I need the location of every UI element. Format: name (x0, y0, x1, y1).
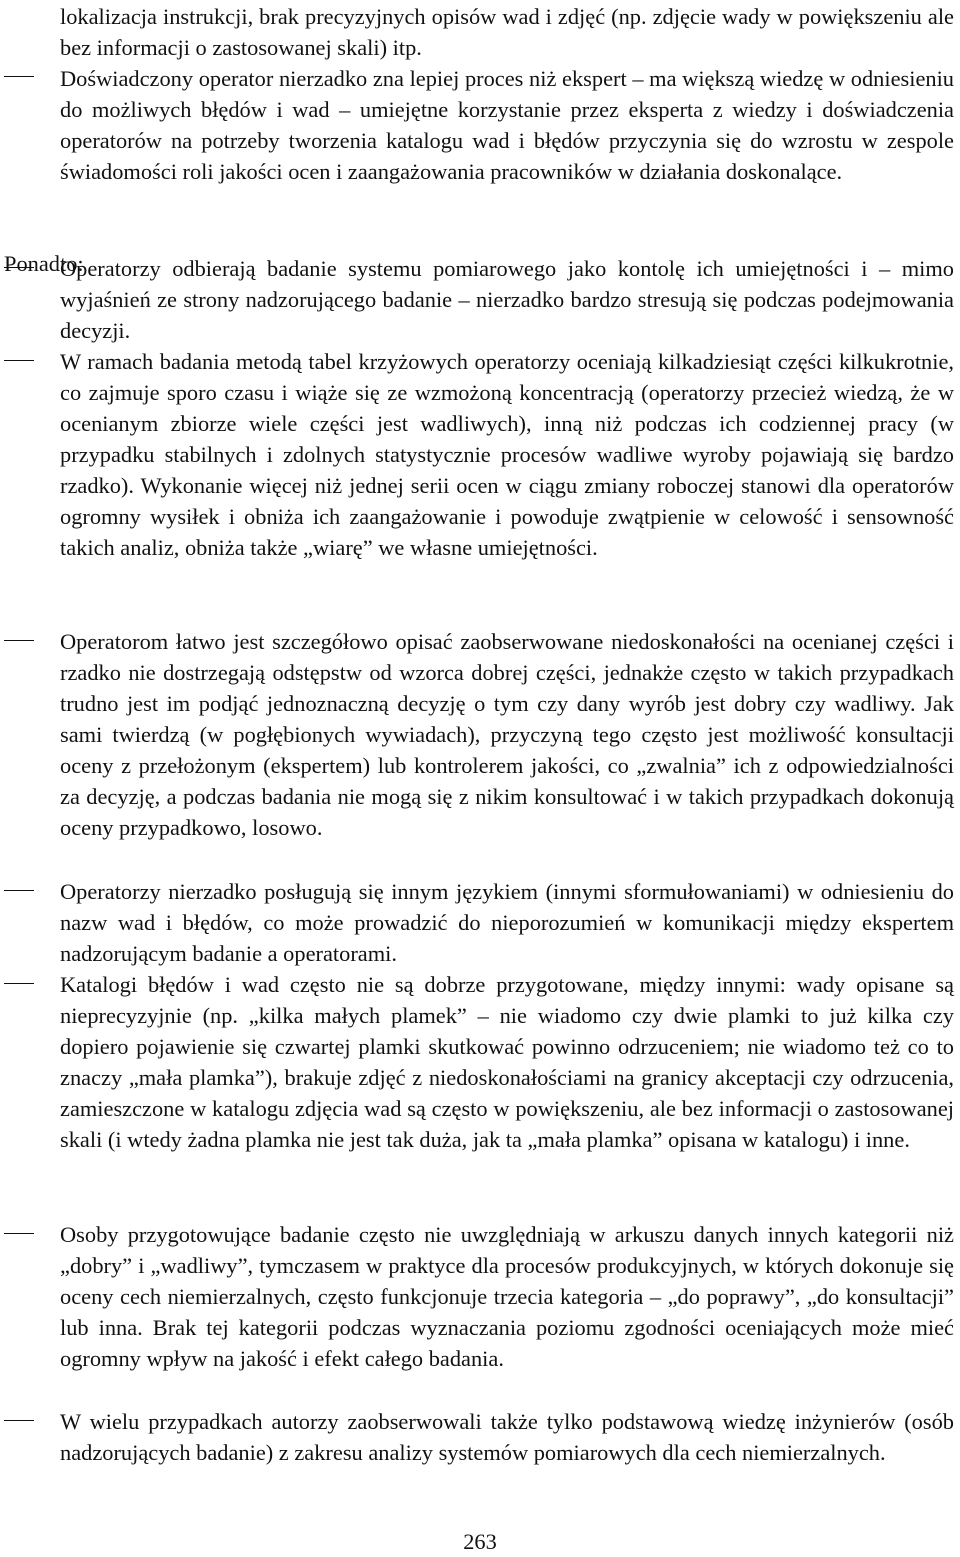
list-item: W ramach badania metodą tabel krzyżowych operatorzy oceniają kilkadziesiąt części kilkukrotnie, co zajmuje sporo czasu i wiąże się ze wzmożoną koncentracją (operatorzy przecież wiedzą, że w ocenianym zbiorze wiele części jest wadliwych), inną niż podczas ich codziennej pracy (w przypadku stabilnych i zdolnych statystycznie procesów wadliwe wyroby pojawiają się bardzo rzadko). Wykonanie więcej niż jednej serii ocen w ciągu zmiany roboczej stanowi dla operatorów ogromny wysiłek i obniża ich zaangażowanie i powoduje zwątpienie w celowość i sensowność takich analiz, obniża także „wiarę” we własne umiejętności. (60, 349, 954, 560)
list-bullet-dash (4, 1420, 34, 1421)
top-list-item: Doświadczony operator nierzadko zna lepiej proces niż ekspert – ma większą wiedzę w odniesieniu do możliwych błędów i wad – umiejętne korzystanie przez eksperta z wiedzy i doświadczenia operatorów na potrzeby tworzenia katalogu wad i błędów przyczynia się do wzrostu w zespole świadomości roli jakości ocen i zaangażowania pracowników w działania doskonalące. (60, 66, 954, 184)
list-bullet-dash (4, 640, 34, 641)
list-bullet-dash (4, 76, 34, 77)
list-item: Katalogi błędów i wad często nie są dobrze przygotowane, między innymi: wady opisane są nieprecyzyjnie (np. „kilka małych plamek” – nie wiadomo czy dwie plamki to już kilka czy dopiero pojawienie się czwartej plamki skutkować powinno odrzuceniem; nie wiadomo też co to znaczy „mała plamka”), brakuje zdjęć z niedoskonałościami na granicy akceptacji czy odrzucenia, zamieszczone w katalogu zdjęcia wad są często w powiększeniu, ale bez informacji o zastosowanej skali (i wtedy żadna plamka nie jest tak duża, jak ta „mała plamka” opisana w katalogu) i inne. (60, 972, 954, 1152)
intro-paragraph: lokalizacja instrukcji, brak precyzyjnych opisów wad i zdjęć (np. zdjęcie wady w powiększeniu ale bez informacji o zastosowanej skali) itp. (60, 4, 954, 60)
list-bullet-dash (4, 983, 34, 984)
page-number: 263 (463, 1529, 497, 1554)
list-bullet-dash (4, 360, 34, 361)
list-bullet-dash (4, 1233, 34, 1234)
list-item: Osoby przygotowujące badanie często nie uwzględniają w arkuszu danych innych kategorii niż „dobry” i „wadliwy”, tymczasem w praktyce dla procesów produkcyjnych, w których dokonuje się oceny cech niemierzalnych, często funkcjonuje trzecia kategoria – „do poprawy”, „do konsultacji” lub inna. Brak tej kategorii podczas wyznaczania poziomu zgodności oceniających może mieć ogromny wpływ na jakość i efekt całego badania. (60, 1222, 954, 1371)
list-bullet-dash (4, 267, 34, 268)
list-item: W wielu przypadkach autorzy zaobserwowali także tylko podstawową wiedzę inżynierów (osób nadzorujących badanie) z zakresu analizy systemów pomiarowych dla cech niemierzalnych. (60, 1409, 954, 1465)
list-item: Operatorzy nierzadko posługują się innym językiem (innymi sformułowaniami) w odniesieniu do nazw wad i błędów, co może prowadzić do nieporozumień w komunikacji między ekspertem nadzorującym badanie a operatorami. (60, 879, 954, 966)
section-intro-label: Ponadto: (4, 251, 84, 276)
list-item: Operatorzy odbierają badanie systemu pomiarowego jako kontolę ich umiejętności i – mimo wyjaśnień ze strony nadzorującego badanie – nierzadko bardzo stresują się podczas podejmowania decyzji. (60, 256, 954, 343)
list-item: Operatorom łatwo jest szczegółowo opisać zaobserwowane niedoskonałości na ocenianej części i rzadko nie dostrzegają odstępstw od wzorca dobrej części, jednakże często w takich przypadkach trudno jest im podjąć jednoznaczną decyzję o tym czy dany wyrób jest dobry czy wadliwy. Jak sami twierdzą (w pogłębionych wywiadach), przyczyną tego często jest możliwość konsultacji oceny z przełożonym (ekspertem) lub kontrolerem jakości, co „zwalnia” ich z odpowiedzialności za decyzję, a podczas badania nie mogą się z nikim konsultować i w takich przypadkach dokonują oceny przypadkowo, losowo. (60, 629, 954, 840)
list-bullet-dash (4, 890, 34, 891)
